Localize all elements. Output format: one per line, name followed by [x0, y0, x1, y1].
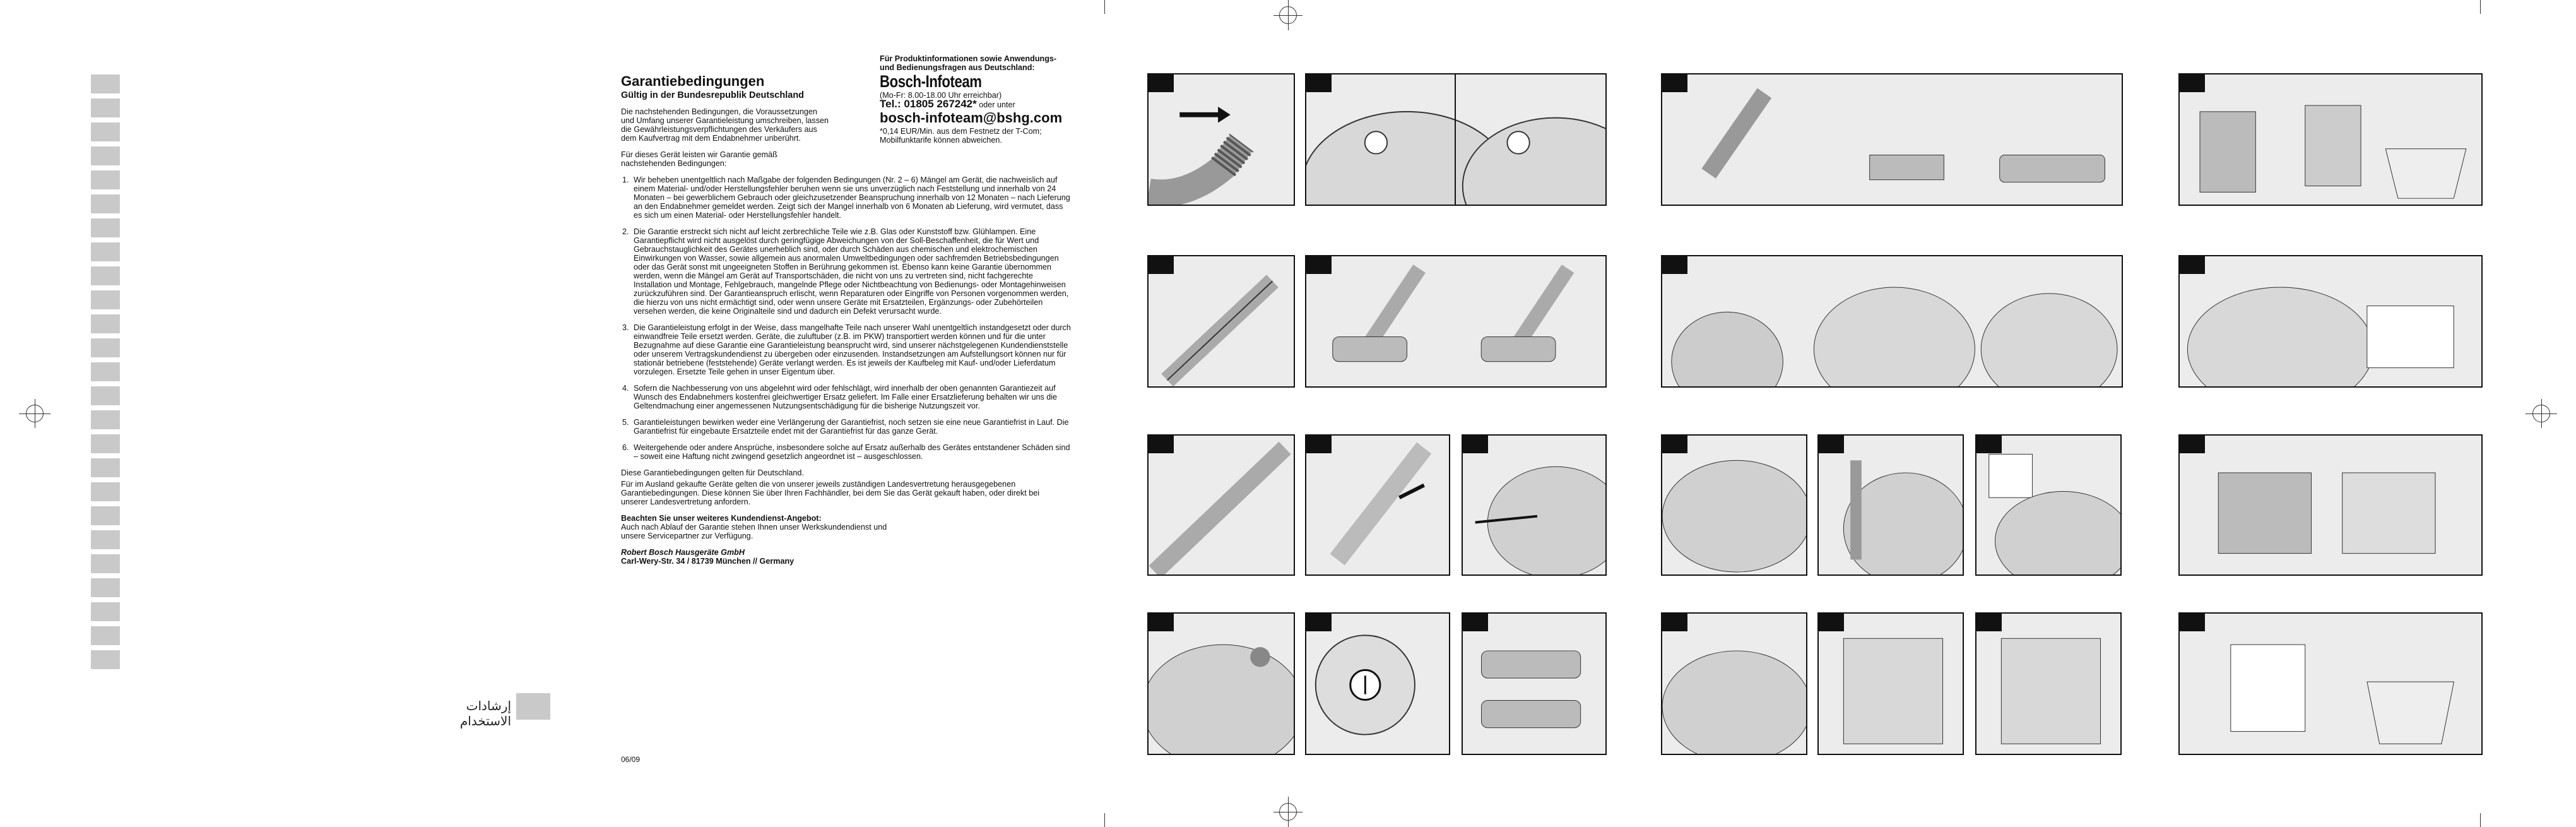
language-tab-active [516, 693, 550, 720]
fold-line-bottom-left [1104, 813, 1105, 827]
illustration-power-button [1147, 612, 1295, 755]
hotline-email: bosch-infoteam@bshg.com [880, 110, 1063, 126]
warranty-intro: Die nachstehenden Bedingungen, die Voraussetzungen und Umfang unserer Garantieleistung umschreiben, lassen die Gewährleistungsverpflichtungen des Verkäufers aus dem Kaufvertrag mit dem Endabnehmer unberührt. [621, 107, 829, 143]
illustration-nozzle-connect [1305, 255, 1607, 388]
fold-line-top-left [1104, 0, 1105, 14]
warranty-subtitle: Gültig in der Bundesrepublik Deutschland [621, 90, 805, 100]
language-label: إرشادات الاستخدام [459, 698, 511, 729]
hotline-footnote-1: *0,14 EUR/Min. aus dem Festnetz der T-Com; [880, 127, 1042, 136]
warranty-intro-2: Für dieses Gerät leisten wir Garantie gemäß nachstehenden Bedingungen: [621, 150, 777, 168]
warranty-abroad: Für im Ausland gekaufte Geräte gelten die von unserer jeweils zuständigen Landesvertretung herausgegebenen Garantiebedingungen. Diese können Sie über Ihren Fachhändler, bei dem Sie das Gerät gekauft haben, oder direkt bei unserer Landesvertretung anfordern. [621, 480, 1040, 506]
illustration-bag-indicator [1975, 434, 2122, 576]
info-heading-line-2: und Bedienungsfragen aus Deutschland: [880, 63, 1035, 72]
hotline-footnote-2: Mobilfunktarife können abweichen. [880, 136, 1002, 145]
illustration-hose-remove [1305, 73, 1607, 206]
warranty-section [621, 73, 1075, 566]
warranty-conditions-list [621, 176, 1073, 461]
fold-line-top-right [2480, 0, 2481, 14]
warranty-validity: Diese Garantiebedingungen gelten für Deutschland. [621, 468, 804, 477]
warranty-condition: 6. Weitergehende oder andere Ansprüche, insbesondere solche auf Ersatz außerhalb des Gerätes entstandener Schäden sind – soweit eine Haftung nicht zwingend gesetzlich angeordnet ist – ausgeschlossen. [631, 443, 1073, 461]
info-heading-line-1: Für Produktinformationen sowie Anwendungs- [880, 54, 1057, 63]
warranty-condition: 4. Sofern die Nachbesserung von uns abgelehnt wird oder fehlschlägt, wird innerhalb der oben genannten Garantiezeit auf Wunsch des Endabnehmers kostenfrei gleichwertiger Ersatz geliefert. Im Falle einer Ersatzlieferung behalten wir uns die Geltendmachung einer angemessenen Nutzungsentschädigung für die bisherige Nutzungszeit vor. [631, 384, 1073, 410]
illustration-accessory-nozzles [1661, 73, 2123, 206]
illustration-power-regulator [1305, 612, 1450, 755]
illustration-floor-nozzle-switch [1462, 612, 1607, 755]
hotline-phone: Tel.: 01805 267242* [880, 98, 977, 110]
illustration-cord-plug [1462, 434, 1607, 576]
illustration-filter-clean [2178, 73, 2483, 206]
illustration-filter-wash [2178, 612, 2483, 755]
hotline-phone-suffix: oder unter [979, 100, 1015, 109]
illustration-storage [1817, 434, 1964, 576]
company-name: Robert Bosch Hausgeräte GmbH [621, 548, 745, 557]
company-address: Carl-Wery-Str. 34 / 81739 München // Germany [621, 557, 795, 566]
warranty-title: Garantiebedingungen [621, 73, 765, 89]
illustration-telescope-tube [1305, 434, 1450, 576]
illustration-parking-position [1661, 255, 2123, 388]
illustration-tube-extend [1147, 434, 1295, 576]
service-heading: Beachten Sie unser weiteres Kundendienst-Angebot: [621, 514, 822, 523]
illustration-bag-insert [1975, 612, 2122, 755]
warranty-condition: 2. Die Garantie erstreckt sich nicht auf leicht zerbrechliche Teile wie z.B. Glas oder Kunststoff bzw. Glühlampen. Eine Garantiepflicht wird nicht ausgelöst durch geringfügige Abweichungen von der Soll-Beschaffenheit, die für Wert und Gebrauchstauglichkeit des Gerätes unerheblich sind, oder durch Schäden aus chemischen und elektrochemischen Einwirkungen von Wasser, sowie allgemein aus anormalen Umweltbedingungen oder sachfremden Betriebsbedingungen oder das Gerät sonst mit ungeeigneten Stoffen in Berührung gekommen ist. Ebenso kann keine Garantie übernommen werden, wenn die Mängel am Gerät auf Transportschäden, die nicht von uns zu vertreten sind, nicht fachgerechte Installation und Montage, Fehlgebrauch, mangelnde Pflege oder Nichtbeachtung von Bedienungs- oder Montagehinweisen zurückzuführen sind. Der Garantieanspruch erlischt, wenn Reparaturen oder Eingriffe von Personen vorgenommen werden, die hierzu von uns nicht ermächtigt sind, oder wenn unsere Geräte mit Ersatzteilen, Ergänzungs- oder Zubehörteilen versehen werden, die keine Originalteile sind und dadurch ein Defekt verursacht wurde. [631, 227, 1073, 316]
illustration-hose-insert [1147, 73, 1295, 206]
print-date: 06/09 [621, 755, 641, 764]
illustration-tube-connect [1147, 255, 1295, 388]
warranty-condition: 3. Die Garantieleistung erfolgt in der Weise, dass mangelhafte Teile nach unserer Wahl unentgeltlich instandgesetzt oder durch einwandfreie Teile ersetzt werden. Geräte, die zuluftuber (z.B. im PKW) transportiert werden können und für die unter Bezugnahme auf diese Garantie eine Garantieleistung beansprucht wird, sind unserer nächstgelegenen Kundendienststelle oder unserem Vertragskundendienst zu übergeben oder einzusenden. Instandsetzungen am Aufstellungsort können nur für stationär betriebene (feststehende) Geräte verlangt werden. Es ist jeweils der Kaufbeleg mit Kauf- und/oder Lieferdatum vorzulegen. Ersetzte Teile gehen in unser Eigentum über. [631, 323, 1073, 376]
illustration-cord-rewind [1661, 434, 1807, 576]
illustration-lid-open [1661, 612, 1807, 755]
brand-name: Bosch-Infoteam [880, 72, 982, 91]
warranty-condition: 5. Garantieleistungen bewirken weder eine Verlängerung der Garantiefrist, noch setzen sie eine neue Garantiefrist in Lauf. Die Garantiefrist für eingebaute Ersatzteile endet mit der Garantiefrist für das ganze Gerät. [631, 418, 1073, 436]
illustration-bag-remove [1817, 612, 1964, 755]
hotline-hours: (Mo-Fr: 8.00-18.00 Uhr erreichbar) [880, 91, 1002, 100]
illustration-exhaust-filter [2178, 255, 2483, 388]
service-text: Auch nach Ablauf der Garantie stehen Ihnen unser Werkskundendienst und unsere Servicepartner zur Verfügung. [621, 523, 887, 540]
illustration-microfilter-change [2178, 434, 2483, 576]
fold-line-bottom-right [2480, 813, 2481, 827]
warranty-condition: 1. Wir beheben unentgeltlich nach Maßgabe der folgenden Bedingungen (Nr. 2 – 6) Mängel am Gerät, die nachweislich auf einem Material- und/oder Herstellungsfehler beruhen wenn sie uns unverzüglich nach Feststellung und innerhalb von 24 Monaten – bei gewerblichem Gebrauch oder gleichzusetzender Beanspruchung innerhalb von 12 Monaten – nach Lieferung an den Endabnehmer gemeldet werden. Zeigt sich der Mangel innerhalb von 6 Monaten ab Lieferung, wird vermutet, dass es sich um einen Material- oder Herstellungsfehler handelt. [631, 176, 1073, 220]
info-hotline-block [880, 54, 1082, 145]
